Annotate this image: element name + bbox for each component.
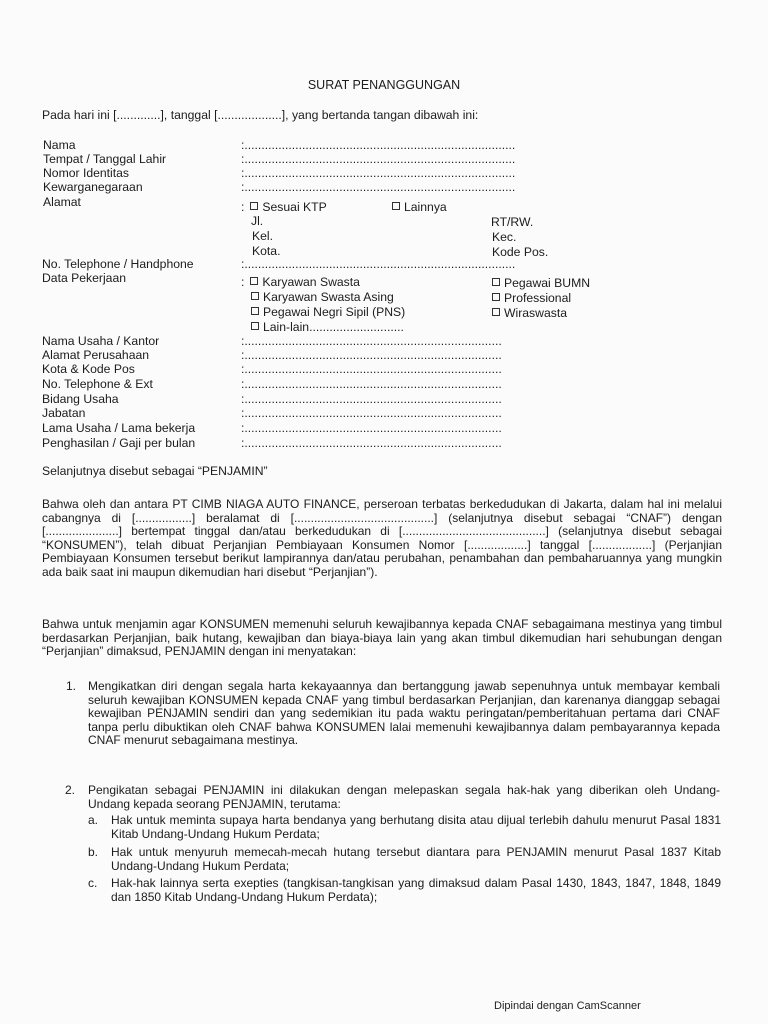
label-kewarganegaraan: Kewarganegaraan [43, 180, 143, 194]
job-option-karyawan-swasta: : Karyawan Swasta [241, 275, 360, 289]
label-nomor-identitas: Nomor Identitas [43, 166, 130, 180]
item-2-number: 2. [65, 783, 76, 797]
job-option-bumn: Pegawai BUMN [492, 276, 590, 290]
checkbox-icon [251, 292, 259, 300]
alamat-kodepos: Kode Pos. [492, 245, 549, 259]
sub-a-key: a. [88, 813, 99, 827]
label-alamat-perusahaan: Alamat Perusahaan [42, 348, 150, 362]
sub-b-key: b. [88, 845, 99, 859]
alamat-kota: Kota. [252, 244, 281, 258]
sub-c-key: c. [88, 876, 98, 890]
checkbox-icon [250, 277, 258, 285]
job-option-karyawan-asing: Karyawan Swasta Asing [251, 290, 394, 304]
sub-a-text: Hak untuk meminta supaya harta bendanya yang berhutang disita atau dijual terlebih dahulu menurut Pasal 1831 Kitab Undang-Undang Hukum Perdata; [111, 813, 721, 841]
value-penghasilan: :............................................................................ [241, 436, 502, 450]
checkbox-icon [251, 307, 259, 315]
label-kota-kodepos: Kota & Kode Pos [42, 362, 135, 376]
paragraph-menjamin: Bahwa untuk menjamin agar KONSUMEN memenuhi seluruh kewajibannya kepada CNAF sebagaimana mestinya yang timbul berdasarkan Perjanjian, baik hutang, kewajiban dan biaya-biaya lain yang akan timbul dikemudian hari sehubungan dengan “Perjanjian” dimaksud, PENJAMIN dengan ini menyatakan: [42, 617, 722, 659]
document-title: SURAT PENANGGUNGAN [307, 78, 461, 92]
value-telephone-ext: :............................................................................ [241, 377, 502, 391]
value-nama-usaha: :............................................................................ [241, 334, 502, 348]
value-ttl: :................................................................................ [241, 152, 516, 166]
label-data-pekerjaan: Data Pekerjaan [42, 271, 127, 285]
label-lama-usaha: Lama Usaha / Lama bekerja [42, 421, 196, 435]
alamat-kec: Kec. [492, 230, 517, 244]
paragraph-perjanjian: Bahwa oleh dan antara PT CIMB NIAGA AUTO FINANCE, perseroan terbatas berkedudukan di Jakarta, dalam hal ini melalui cabangnya di [.................] beralamat di [..........................................] (selanjutnya disebut sebagai “CNAF”) dengan [......................] bertempat tinggal dan/atau berkedudukan di [...........................................] (selanjutnya disebut sebagai “KONSUMEN”), telah dibuat Perjanjian Pembiayaan Konsumen Nomor [..................] tanggal [..................] (Perjanjian Pembiayaan Konsumen tersebut berikut lampirannya dan/atau perubahan, penambahan dan pembaharuannya yang mungkin ada baik saat ini maupun dikemudian hari disebut “Perjanjian”). [42, 497, 722, 579]
job-option-professional: Professional [492, 291, 571, 305]
label-telephone: No. Telephone / Handphone [42, 257, 194, 271]
checkbox-icon [392, 202, 400, 210]
label-alamat: Alamat [43, 195, 81, 209]
job-option-pns: Pegawai Negri Sipil (PNS) [251, 305, 405, 319]
label-bidang-usaha: Bidang Usaha [42, 392, 119, 406]
checkbox-icon [492, 278, 500, 286]
sub-b-text: Hak untuk menyuruh memecah-mecah hutang tersebut diantara para PENJAMIN menurut Pasal 1837 Kitab Undang-Undang Hukum Perdata; [111, 845, 721, 873]
value-nomor-identitas: :................................................................................ [241, 166, 516, 180]
alamat-kel: Kel. [252, 229, 274, 243]
alamat-jl: Jl. [251, 214, 264, 228]
job-option-wiraswasta: Wiraswasta [492, 306, 567, 320]
alamat-option-ktp: : Sesuai KTP [241, 200, 327, 214]
label-ttl: Tempat / Tanggal Lahir [43, 152, 167, 166]
checkbox-icon [251, 322, 259, 330]
alamat-option-lainnya: Lainnya [392, 200, 447, 214]
value-kewarganegaraan: :................................................................................ [241, 180, 516, 194]
job-option-lain: Lain-lain............................ [251, 320, 404, 334]
value-jabatan: :............................................................................ [241, 406, 502, 420]
value-nama: :................................................................................ [241, 138, 516, 152]
penjamin-line: Selanjutnya disebut sebagai “PENJAMIN” [42, 464, 268, 478]
value-telephone: :................................................................................ [241, 257, 516, 271]
item-1-number: 1. [66, 679, 77, 693]
label-penghasilan: Penghasilan / Gaji per bulan [42, 436, 196, 450]
value-bidang-usaha: :............................................................................ [241, 392, 502, 406]
alamat-rtrw: RT/RW. [491, 215, 534, 229]
value-alamat-perusahaan: :............................................................................ [241, 348, 502, 362]
item-2-text: Pengikatan sebagai PENJAMIN ini dilakukan dengan melepaskan segala hak-hak yang diberikan oleh Undang-Undang kepada seorang PENJAMIN, terutama: [88, 783, 720, 811]
item-1-text: Mengikatkan diri dengan segala harta kekayaannya dan bertanggung jawab sepenuhnya untuk membayar kembali seluruh kewajiban KONSUMEN kepada CNAF yang timbul berdasarkan Perjanjian, dan karenanya dianggap sebagai kewajiban PENJAMIN sendiri dan yang sedemikian itu pada waktu peringatan/pemberitahuan pertama dari CNAF tanpa perlu dibuktikan oleh CNAF bahwa KONSUMEN lalai memenuhi kewajibannya dalam pembayarannya kepada CNAF menurut sebagaimana mestinya. [88, 679, 720, 748]
scanner-watermark: Dipindai dengan CamScanner [494, 1000, 641, 1012]
label-jabatan: Jabatan [42, 406, 86, 420]
intro-line: Pada hari ini [.............], tanggal [...................], yang bertanda tangan dibawah ini: [42, 108, 479, 122]
checkbox-icon [492, 308, 500, 316]
label-nama: Nama [43, 138, 76, 152]
checkbox-icon [250, 202, 258, 210]
checkbox-icon [492, 293, 500, 301]
value-lama-usaha: :............................................................................ [241, 421, 502, 435]
label-telephone-ext: No. Telephone & Ext [42, 377, 153, 391]
label-nama-usaha: Nama Usaha / Kantor [42, 334, 160, 348]
sub-c-text: Hak-hak lainnya serta exepties (tangkisan-tangkisan yang dimaksud dalam Pasal 1430, 1843, 1847, 1848, 1849 dan 1850 Kitab Undang-Undang Hukum Perdata); [111, 876, 721, 904]
value-kota-kodepos: :............................................................................ [241, 362, 502, 376]
